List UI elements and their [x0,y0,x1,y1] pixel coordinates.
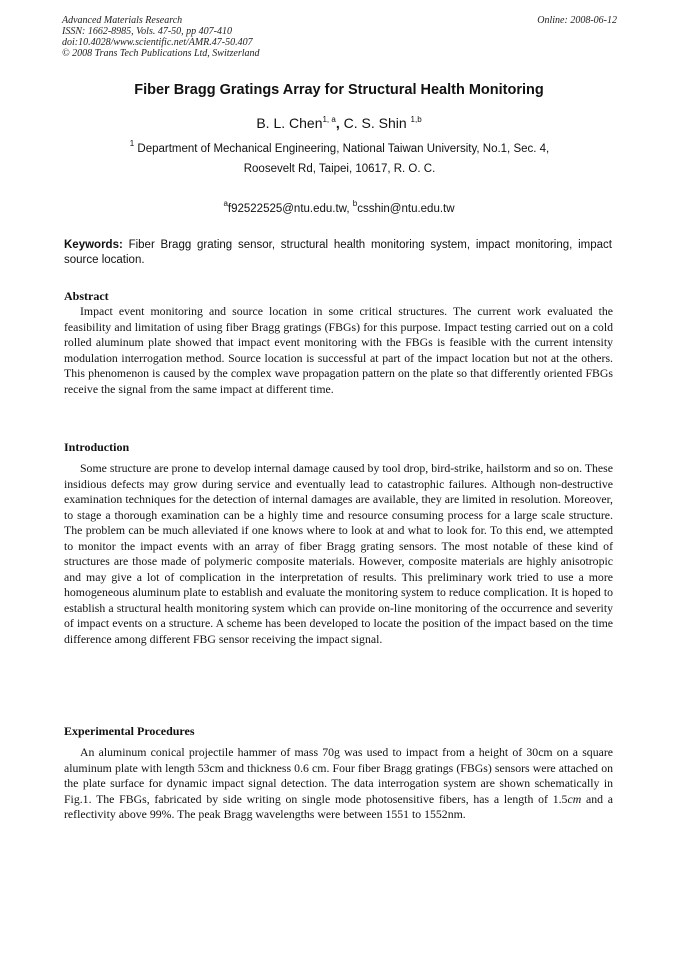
author-affiliation-mark: 1,b [410,115,422,124]
experimental-text-part: An aluminum conical projectile hammer of mass 70g was used to impact from a height of 30cm on a square aluminum plate with length 53cm and thickness 0.6 cm. Four fiber Bragg gratings (FBGs) sensors were attached on the plate surface for dynamic impact signal detection. The data interrogation system are shown schematically in Fig.1. The FBGs, fabricated by side writing on single mode photosensitive fibers, has a length of 1.5 [64,745,613,806]
abstract-heading: Abstract [64,289,109,303]
experimental-unit: cm [567,791,582,806]
author-name: C. S. Shin [343,115,411,131]
email-mark: b [352,199,358,208]
experimental-text [64,745,613,823]
journal-header [62,15,617,59]
author-list [0,115,678,131]
keywords [64,238,612,268]
introduction-heading: Introduction [64,440,130,454]
journal-copyright: © 2008 Trans Tech Publications Ltd, Switzerland [62,48,260,59]
abstract-text: Impact event monitoring and source location in some critical structures. The current work evaluated the feasibility and limitation of using fiber Bragg gratings (FBGs) for this purpose. Impact testing carried out on a cold rolled aluminum plate showed that impact event monitoring with the FBGs is feasible with the current intensity modulation interrogation method. Source location is successful at part of the impact location but not at the others. This phenomenon is caused by the complex wave propagation pattern on the plate so that differently oriented FBGs receive the signal from the same impact at different time. [64,304,613,396]
affiliation-mark: 1 [129,139,135,148]
email-mark: a [223,199,228,208]
author-name: B. L. Chen [256,115,323,131]
email-address: csshin@ntu.edu.tw [357,203,455,215]
author-affiliation-mark: 1, a [322,115,336,124]
author-emails [0,199,678,215]
keywords-label: Keywords: [64,239,123,251]
experimental-text-part: and a reflectivity above 99%. The peak Bragg wavelengths were between 1551 to 1552nm. [64,791,613,821]
introduction-text: Some structure are prone to develop internal damage caused by tool drop, bird-strike, hailstorm and so on. These insidious defects may grow during service and eventually lead to catastrophic failures. Although non-destructive examination techniques for the detection of internal damages are available, they are limited in resolution. Moreover, to stage a thorough examination can be a highly time and resource consuming process for a large scale structure. The problem can be much alleviated if one knows where to look at and what to look for. To this end, we attempted to monitor the impact events with an array of fiber Bragg grating sensors. The most notable of these kind of structures are those made of polymeric composite materials. However, composite materials are highly anisotropic and may give a lot of complication in the interpretation of results. This preliminary work tried to use a more homogeneous aluminum plate to establish and evaluate the monitoring system to reduce complication. It is hoped to establish a structural health monitoring system which can provide on-line monitoring of the occurrence and severity of impact events on a structure. A scheme has been developed to locate the position of the impact based on the time difference among different FBG sensor receiving the impact signal. [64,461,613,646]
journal-name: Advanced Materials Research [62,15,183,26]
affiliation-line [62,139,617,159]
online-date: Online: 2008-06-12 [537,15,617,26]
affiliation-text: Department of Mechanical Engineering, National Taiwan University, No.1, Sec. 4, [134,143,550,155]
experimental-heading: Experimental Procedures [64,724,195,738]
email-address: f92522525@ntu.edu.tw, [227,203,353,215]
keywords-text: Fiber Bragg grating sensor, structural health monitoring system, impact monitoring, impact source location. [64,239,612,266]
journal-issn: ISSN: 1662-8985, Vols. 47-50, pp 407-410 [62,26,232,37]
affiliation-line: Roosevelt Rd, Taipei, 10617, R. O. C. [243,163,436,175]
paper-title: Fiber Bragg Gratings Array for Structural Health Monitoring [134,82,544,98]
author-separator: , [335,115,344,131]
journal-doi: doi:10.4028/www.scientific.net/AMR.47-50.407 [62,37,253,48]
affiliation [62,139,617,179]
